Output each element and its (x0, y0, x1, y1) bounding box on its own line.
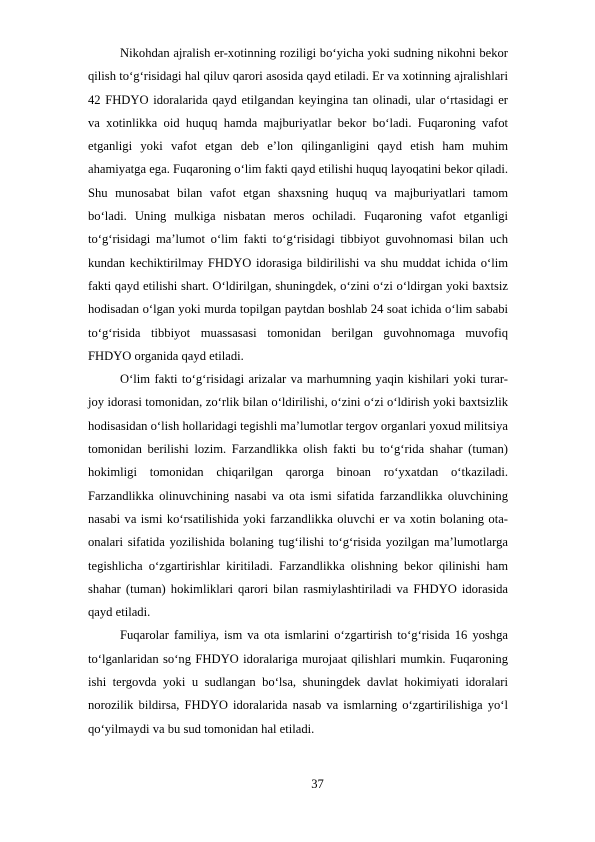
page-body (88, 42, 508, 741)
paragraph-name-change: Fuqarolar familiya, ism va ota ismlarini o‘zgartirish to‘g‘risida 16 yoshga to‘lganlaridan so‘ng FHDYO idoralariga murojaat qilishlari mumkin. Fuqaroning ishi tergovda yoki u sudlangan bo‘lsa, shuningdek davlat hokimiyati idoralari norozilik bildirsa, FHDYO idoralarida nasab va ismlarning o‘zgartirilishiga yo‘l qo‘yilmaydi va bu sud tomonidan hal etiladi. (88, 628, 508, 736)
paragraph-death-reports-and-adoption: O‘lim fakti to‘g‘risidagi arizalar va marhumning yaqin kishilari yoki turar-joy idorasi tomonidan, zo‘rlik bilan o‘ldirilishi, o‘zini o‘zi o‘ldirish yoki baxtsizlik hodisasidan o‘lish hollaridagi tegishli ma’lumotlar tergov organlari yoxud militsiya tomonidan berilishi lozim. Farzandlikka olish fakti bu to‘g‘rida shahar (tuman) hokimligi tomonidan chiqarilgan qarorga binoan ro‘yxatdan o‘tkaziladi. Farzandlikka olinuvchining nasabi va ota ismi sifatida farzandlikka oluvchining nasabi va ismi ko‘rsatilishida yoki farzandlikka oluvchi er va xotin bolaning ota-onalari sifatida yozilishida bolaning tug‘ilishi to‘g‘risida yozilgan ma’lumotlarga tegishlicha o‘zgartirishlar kiritiladi. Farzandlikka olishning bekor qilinishi ham shahar (tuman) hokimliklari qarori bilan rasmiylashtiriladi va FHDYO idorasida qayd etiladi. (88, 372, 508, 620)
paragraph-divorce-and-death-registration: Nikohdan ajralish er-xotinning roziligi bo‘yicha yoki sudning nikohni bekor qilish to‘g‘risidagi hal qiluv qarori asosida qayd etiladi. Er va xotinning ajralishlari 42 FHDYO idoralarida qayd etilgandan keyingina tan olinadi, ular o‘rtasidagi er va xotinlikka oid huquq hamda majburiyatlar bekor bo‘ladi. Fuqaroning vafot etganligi yoki vafot etgan deb e’lon qilinganligini qayd etish ham muhim ahamiyatga ega. Fuqaroning o‘lim fakti qayd etilishi huquq layoqatini bekor qiladi. Shu munosabat bilan vafot etgan shaxsning huquq va majburiyatlari tamom bo‘ladi. Uning mulkiga nisbatan meros ochiladi. Fuqaroning vafot etganligi to‘g‘risidagi ma’lumot o‘lim fakti to‘g‘risidagi tibbiyot guvohnomasi bilan uch kundan kechiktirilmay FHDYO idorasiga bildirilishi va shu muddat ichida o‘lim fakti qayd etilishi shart. O‘ldirilgan, shuningdek, o‘zini o‘zi o‘ldirgan yoki baxtsiz hodisadan o‘lgan yoki murda topilgan paytdan boshlab 24 soat ichida o‘lim sababi to‘g‘risida tibbiyot muassasasi tomonidan berilgan guvohnomaga muvofiq FHDYO organida qayd etiladi. (88, 46, 508, 363)
page-number: 37 (311, 777, 324, 791)
